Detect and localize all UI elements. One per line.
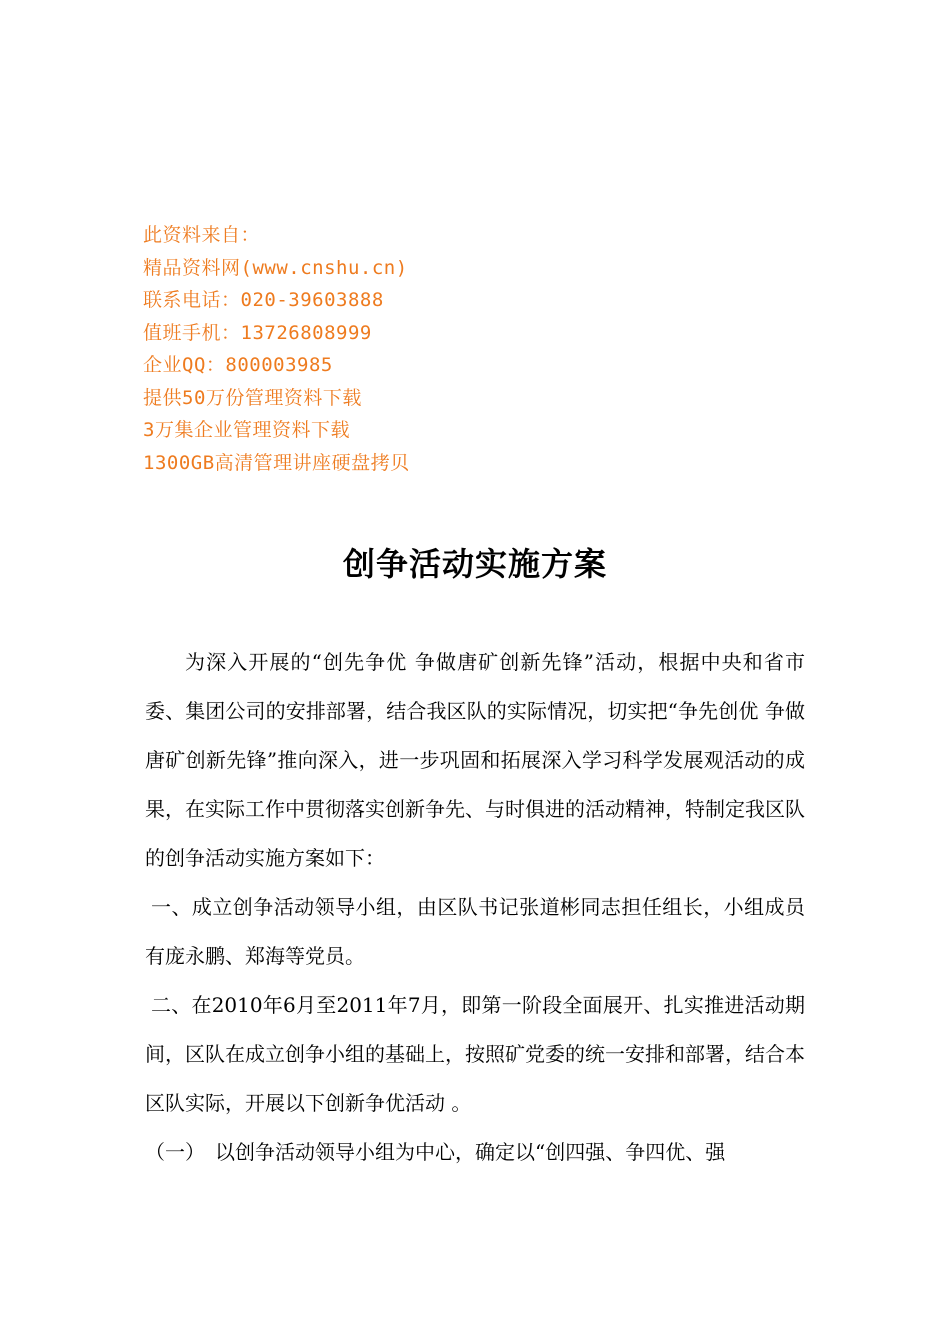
source-info-qq: 企业QQ：800003985 [143, 354, 333, 376]
source-info-website: 精品资料网(www.cnshu.cn) [143, 256, 408, 279]
source-info-offer-3: 1300GB高清管理讲座硬盘拷贝 [143, 451, 410, 474]
source-info-phone: 联系电话：020-39603888 [143, 289, 384, 311]
document-body [145, 638, 805, 1177]
source-info-block [143, 219, 563, 479]
section-one-paragraph: 一、成立创争活动领导小组，由区队书记张道彬同志担任组长，小组成员有庞永鹏、郑海等党员。 [145, 895, 805, 968]
source-info-mobile: 值班手机：13726808999 [143, 321, 372, 344]
document-title: 创争活动实施方案 [342, 545, 607, 583]
source-info-header: 此资料来自： [143, 224, 261, 246]
section-two-paragraph: 二、在2010年6月至2011年7月，即第一阶段全面展开、扎实推进活动期间，区队在成立创争小组的基础上，按照矿党委的统一安排和部署，结合本区队实际，开展以下创新争优活动 。 [145, 993, 805, 1115]
subsection-one-paragraph: （一） 以创争活动领导小组为中心，确定以“创四强、争四优、强 [145, 1140, 726, 1164]
intro-paragraph: 为深入开展的“创先争优 争做唐矿创新先锋”活动，根据中央和省市委、集团公司的安排部署，结合我区队的实际情况，切实把“争先创优 争做唐矿创新先锋”推向深入，进一步巩固和拓展深入学习科学发展观活动的成果，在实际工作中贯彻落实创新争先、与时俱进的活动精神，特制定我区队的创争活动实施方案如下： [145, 650, 805, 870]
source-info-offer-1: 提供50万份管理资料下载 [143, 386, 362, 409]
source-info-offer-2: 3万集企业管理资料下载 [143, 419, 350, 441]
